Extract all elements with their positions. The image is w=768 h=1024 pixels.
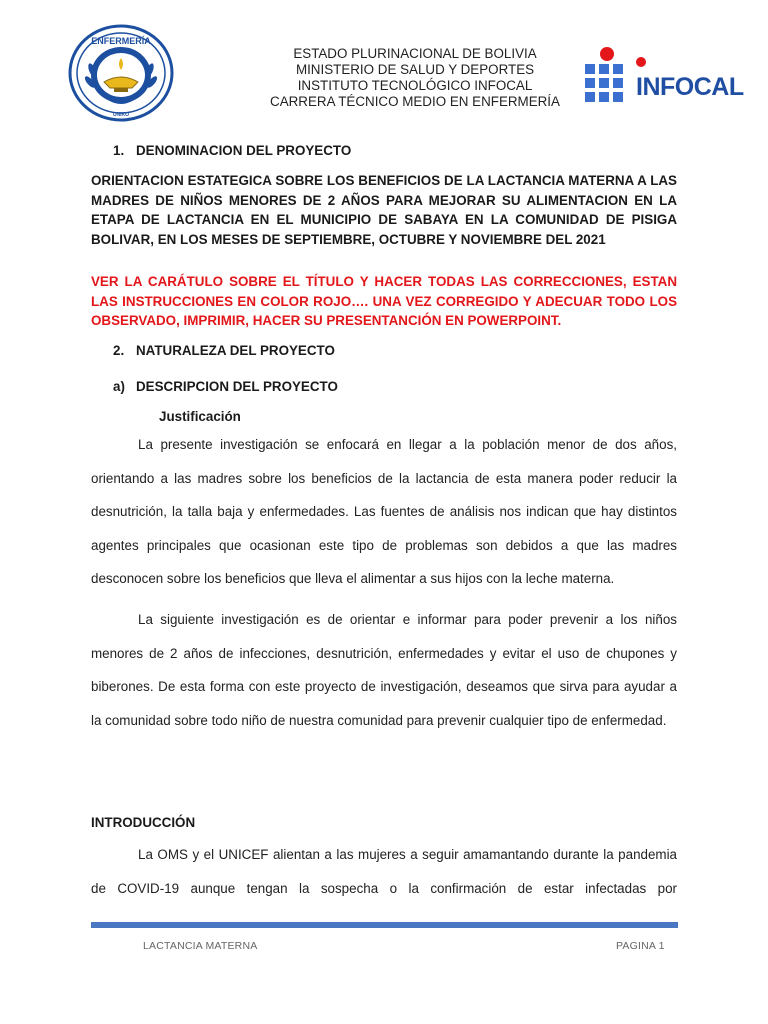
paragraph-text: La presente investigación se enfocará en llegar a la población menor de dos años, orientando a las madres sobre los beneficios de la lactancia de esta manera poder reducir la desnutrición, la talla baja y enfermedades. Las fuentes de análisis nos indican que hay distintos agentes principales que ocasionan este tipo de problemas son debidos a que las madres desconocen sobre los beneficios que lleva el alimentar a sus hijos con la leche materna. bbox=[91, 437, 677, 586]
footer-divider bbox=[91, 922, 678, 928]
section-number: 1. bbox=[113, 143, 125, 158]
section-number: 2. bbox=[113, 343, 125, 358]
project-title: ORIENTACION ESTATEGICA SOBRE LOS BENEFICIOS DE LA LACTANCIA MATERNA A LAS MADRES DE NIÑOS MENORES DE 2 AÑOS PARA MEJORAR SU ALIMENTACION EN LA ETAPA DE LACTANCIA EN EL MUNICIPIO DE SABAYA EN LA COMUNIDAD DE PISIGA BOLIVAR, EN LOS MESES DE SEPTIEMBRE, OCTUBRE Y NOVIEMBRE DEL 2021 bbox=[91, 173, 677, 247]
header-line: ESTADO PLURINACIONAL DE BOLIVIA bbox=[293, 46, 537, 61]
section-title: DENOMINACION DEL PROYECTO bbox=[136, 143, 352, 158]
header-line: MINISTERIO DE SALUD Y DEPORTES bbox=[295, 62, 535, 77]
seal-subtext: UNIKO bbox=[112, 112, 130, 118]
justification-paragraph-2 bbox=[91, 603, 677, 737]
introduction-paragraph bbox=[91, 838, 677, 905]
justification-heading: Justificación bbox=[159, 409, 241, 424]
footer-page-number: PAGINA 1 bbox=[616, 940, 665, 952]
section-title: NATURALEZA DEL PROYECTO bbox=[136, 343, 335, 358]
enfermeria-seal-logo bbox=[68, 24, 174, 122]
footer-document-title: LACTANCIA MATERNA bbox=[143, 940, 258, 952]
infocal-wordmark: INFOCAL bbox=[636, 73, 744, 101]
justification-paragraph-1 bbox=[91, 428, 677, 596]
paragraph-text: La OMS y el UNICEF alientan a las mujeres a seguir amamantando durante la pandemia de COVID-19 aunque tengan la sospecha o la confirmación de estar infectadas por bbox=[91, 847, 677, 896]
introduction-heading: INTRODUCCIÓN bbox=[91, 815, 196, 830]
correction-note: VER LA CARÁTULO SOBRE EL TÍTULO Y HACER TODAS LAS CORRECCIONES, ESTAN LAS INSTRUCCIONES EN COLOR ROJO…. UNA VEZ CORREGIDO Y ADECUAR TODO LOS OBSERVADO, IMPRIMIR, HACER SU PRESENTANCIÓN EN POWERPOINT. bbox=[91, 274, 677, 328]
header-line: CARRERA TÉCNICO MEDIO EN ENFERMERÍA bbox=[270, 94, 560, 109]
header-line: INSTITUTO TECNOLÓGICO INFOCAL bbox=[297, 78, 533, 93]
seal-text: ENFERMERÍA bbox=[91, 36, 151, 46]
section-1-heading bbox=[113, 143, 351, 158]
paragraph-text: La siguiente investigación es de orientar e informar para poder prevenir a los niños menores de 2 años de infecciones, desnutrición, enfermedades y evitar el uso de chupones y biberones. De esta forma con este proyecto de investigación, deseamos que sirva para ayudar a la comunidad sobre todo niño de nuestra comunidad para prevenir cualquier tipo de enfermedad. bbox=[91, 612, 677, 728]
section-2-heading bbox=[113, 343, 335, 358]
subsection-a-heading bbox=[113, 379, 338, 394]
institution-header bbox=[250, 46, 580, 110]
subsection-title: DESCRIPCION DEL PROYECTO bbox=[136, 379, 338, 394]
infocal-logo bbox=[583, 46, 753, 112]
subsection-letter: a) bbox=[113, 379, 125, 394]
